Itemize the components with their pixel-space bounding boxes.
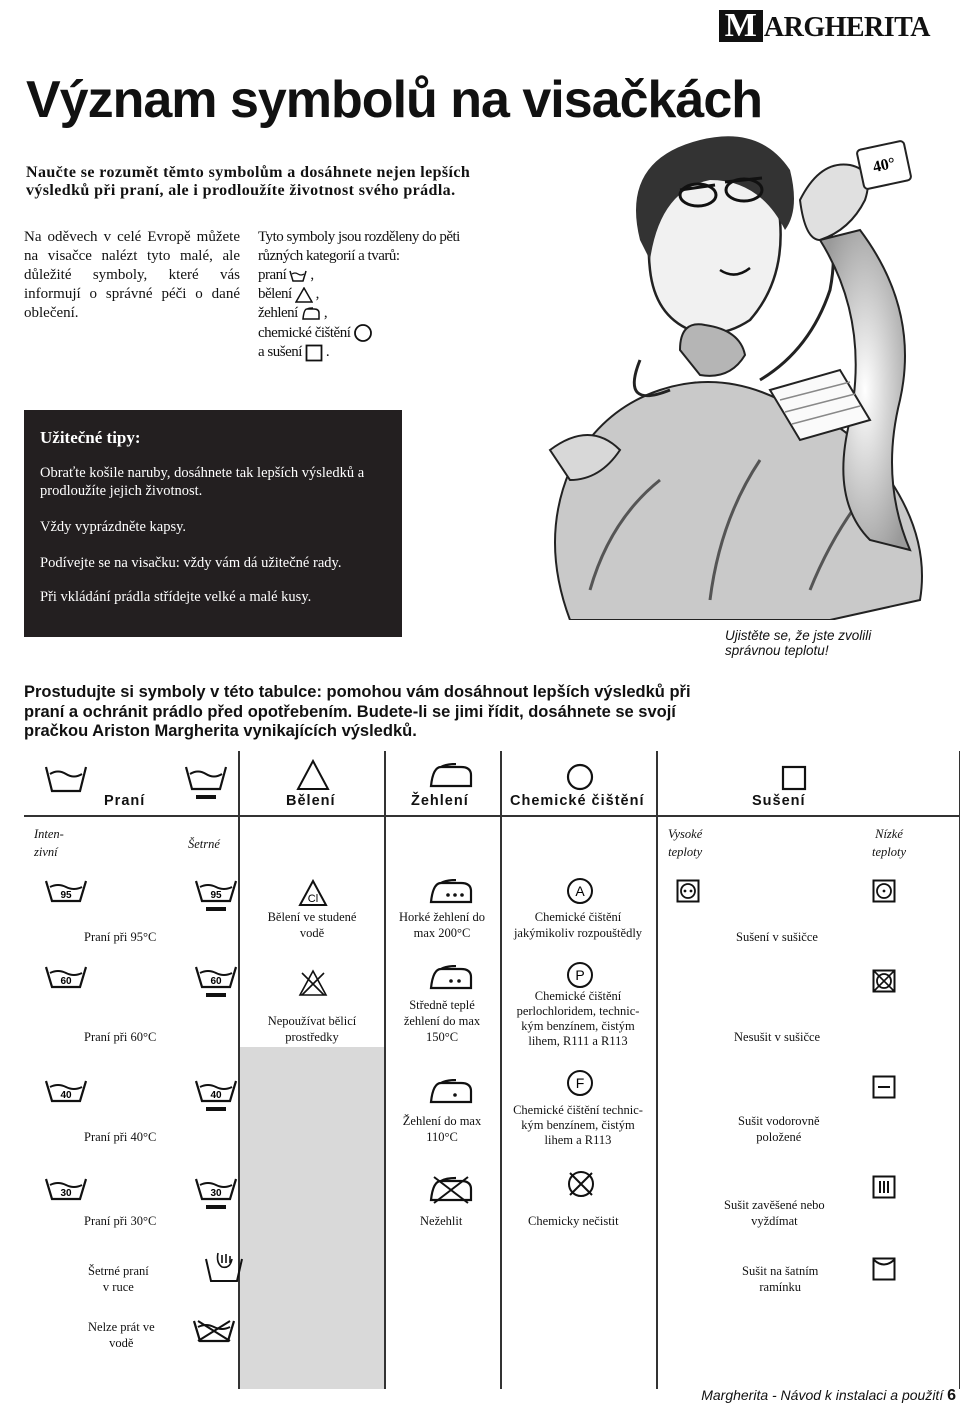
- wash-95-label: Praní při 95°C: [84, 930, 157, 944]
- no-bleach-label: Nepoužívat bělicí prostředky: [267, 1014, 357, 1044]
- header-bleach: Bělení: [286, 793, 336, 809]
- gentle-wash-40-icon: [194, 1079, 238, 1113]
- bleach-triangle-icon: [296, 759, 330, 791]
- dry-flat-icon: [872, 1075, 896, 1099]
- wash-95-icon: [44, 879, 88, 903]
- brand-initial: M: [719, 10, 763, 42]
- svg-text:95: 95: [60, 890, 72, 901]
- bleach-cold-label: Bělení ve studené vodě: [267, 910, 357, 940]
- svg-text:40: 40: [210, 1090, 222, 1101]
- dry-clean-any-label: Chemické čištění jakýmikoliv rozpouštědly: [513, 910, 643, 940]
- tumble-dry-high-icon: [676, 879, 700, 903]
- dry-square-icon: [305, 344, 323, 362]
- intensive-label: Inten- zivní: [34, 827, 64, 859]
- header-dry: Sušení: [752, 793, 806, 809]
- gentle-wash-icon: [184, 761, 228, 803]
- tip-item: Při vkládání prádla střídejte velké a malé kusy.: [40, 589, 312, 605]
- table-intro: Prostudujte si symboly v této tabulce: pomohou vám dosáhnout lepších výsledků při praní a ochránit prádlo před opotřebením. Budete-li se jimi řídit, dosáhnete se svojí pračkou Ariston Margherita vynikajících výsledků.: [24, 683, 691, 740]
- iron-low-label: Žehlení do max 110°C: [402, 1114, 482, 1144]
- empty-cell: [238, 1047, 384, 1389]
- tip-item: Podívejte se na visačku: vždy vám dá užitečné rady.: [40, 555, 342, 571]
- woman-with-shirt-illustration: [530, 120, 945, 620]
- footer-text: Margherita - Návod k instalaci a použití: [701, 1387, 944, 1403]
- no-bleach-icon: [298, 969, 328, 997]
- dry-clean-f-label: Chemické čištění technic- kým benzínem, čistým lihem a R113: [513, 1103, 643, 1147]
- line-dry-label: Sušit na šatním ramínku: [742, 1264, 819, 1294]
- dry-clean-a-icon: [566, 877, 594, 905]
- header-iron: Žehlení: [411, 793, 469, 809]
- category-iron: žehlení ,: [258, 305, 328, 321]
- gentle-wash-95-icon: [194, 879, 238, 913]
- brand-logo: [719, 8, 930, 42]
- gentle-label: Šetrné: [188, 837, 220, 851]
- category-dry: a sušení .: [258, 344, 330, 360]
- bleach-triangle-icon: [295, 287, 313, 303]
- hand-wash-label: Šetrné praní v ruce: [88, 1264, 149, 1294]
- thermostat-label: 40°: [871, 154, 897, 177]
- svg-text:P: P: [575, 967, 585, 983]
- gentle-wash-30-icon: [194, 1177, 238, 1211]
- no-wash-icon: [192, 1319, 236, 1343]
- iron-two-dots-icon: [428, 965, 474, 991]
- header-wash: Praní: [104, 793, 146, 809]
- brand-name: ARGHERITA: [763, 12, 930, 43]
- svg-text:60: 60: [60, 976, 72, 987]
- iron-one-dot-icon: [428, 1079, 474, 1105]
- no-iron-label: Nežehlit: [420, 1214, 463, 1228]
- svg-text:60: 60: [210, 976, 222, 987]
- wash-60-label: Praní při 60°C: [84, 1030, 157, 1044]
- gentle-wash-60-icon: [194, 965, 238, 999]
- dry-clean-p-label: Chemické čištění perlochloridem, technic- kým benzínem, čistým lihem, R111 a R113: [516, 989, 640, 1048]
- no-iron-icon: [428, 1175, 474, 1205]
- category-bleach: bělení ,: [258, 286, 319, 302]
- svg-text:40: 40: [60, 1090, 72, 1101]
- page-title: Význam symbolů na visačkách: [26, 71, 763, 129]
- useful-tips-box: [24, 410, 402, 637]
- iron-hot-label: Horké žehlení do max 200°C: [398, 910, 486, 940]
- intro-column-2: [258, 228, 488, 362]
- low-temp-label: Nízké teploty: [872, 827, 907, 859]
- bleach-cl-icon: [298, 879, 328, 907]
- wash-30-icon: [44, 1177, 88, 1201]
- illustration-caption: Ujistěte se, že jste zvolili správnou teplotu!: [725, 628, 872, 658]
- tips-heading: Užitečné tipy:: [40, 428, 141, 447]
- tumble-dry-low-icon: [872, 879, 896, 903]
- dry-clean-f-icon: [566, 1069, 594, 1097]
- iron-icon: [428, 763, 474, 789]
- page-footer: [701, 1387, 956, 1405]
- svg-text:A: A: [575, 883, 585, 899]
- svg-text:30: 30: [60, 1188, 72, 1199]
- drip-dry-label: Sušit zavěšené nebo vyždímat: [724, 1198, 825, 1228]
- no-tumble-dry-label: Nesušit v sušičce: [734, 1030, 821, 1044]
- header-dry-clean: Chemické čištění: [510, 793, 645, 809]
- dry-flat-label: Sušit vodorovně položené: [738, 1114, 820, 1144]
- hand-wash-icon: [204, 1251, 244, 1283]
- no-dry-clean-label: Chemicky nečistit: [528, 1214, 619, 1228]
- tip-item: Obraťte košile naruby, dosáhnete tak lepších výsledků a prodloužíte jejich životnost.: [40, 465, 365, 499]
- categories-lead: Tyto symboly jsou rozděleny do pěti různých kategorií a tvarů:: [258, 229, 460, 264]
- page-number: 6: [947, 1387, 956, 1404]
- no-tumble-dry-icon: [872, 969, 896, 993]
- wash-30-label: Praní při 30°C: [84, 1214, 157, 1228]
- svg-text:Cl: Cl: [307, 893, 319, 905]
- tip-item: Vždy vyprázdněte kapsy.: [40, 519, 187, 535]
- wash-tub-icon: [289, 269, 307, 283]
- drip-dry-icon: [872, 1175, 896, 1199]
- line-dry-icon: [872, 1257, 896, 1281]
- category-wash: praní ,: [258, 267, 314, 283]
- no-dry-clean-icon: [566, 1169, 596, 1199]
- intro-column-1: Na oděvech v celé Evropě můžete na visačce nalézt tyto malé, ale důležité symboly, které vás informují o správné péči o dané oblečení.: [24, 229, 240, 321]
- no-wash-label: Nelze prát ve vodě: [88, 1320, 155, 1350]
- dry-clean-p-icon: [566, 961, 594, 989]
- iron-icon: [301, 307, 321, 321]
- care-symbols-table: [24, 751, 960, 1389]
- wash-60-icon: [44, 965, 88, 989]
- dry-clean-circle-icon: [566, 763, 594, 791]
- svg-text:F: F: [575, 1075, 585, 1091]
- wash-40-icon: [44, 1079, 88, 1103]
- dry-square-icon: [781, 765, 807, 791]
- category-dry-clean: chemické čištění: [258, 323, 488, 343]
- high-temp-label: Vysoké teploty: [668, 827, 703, 859]
- wash-tub-icon: [44, 761, 88, 795]
- svg-text:95: 95: [210, 890, 222, 901]
- iron-three-dots-icon: [428, 879, 474, 905]
- intro-text: Naučte se rozumět těmto symbolům a dosáhnete nejen lepších výsledků při praní, ale i prodloužíte životnost svého prádla.: [26, 164, 471, 199]
- wash-40-label: Praní při 40°C: [84, 1130, 157, 1144]
- dry-clean-circle-icon: [353, 323, 373, 343]
- svg-text:30: 30: [210, 1188, 222, 1199]
- tumble-dry-label: Sušení v sušičce: [736, 930, 818, 944]
- iron-medium-label: Středně teplé žehlení do max 150°C: [403, 998, 481, 1044]
